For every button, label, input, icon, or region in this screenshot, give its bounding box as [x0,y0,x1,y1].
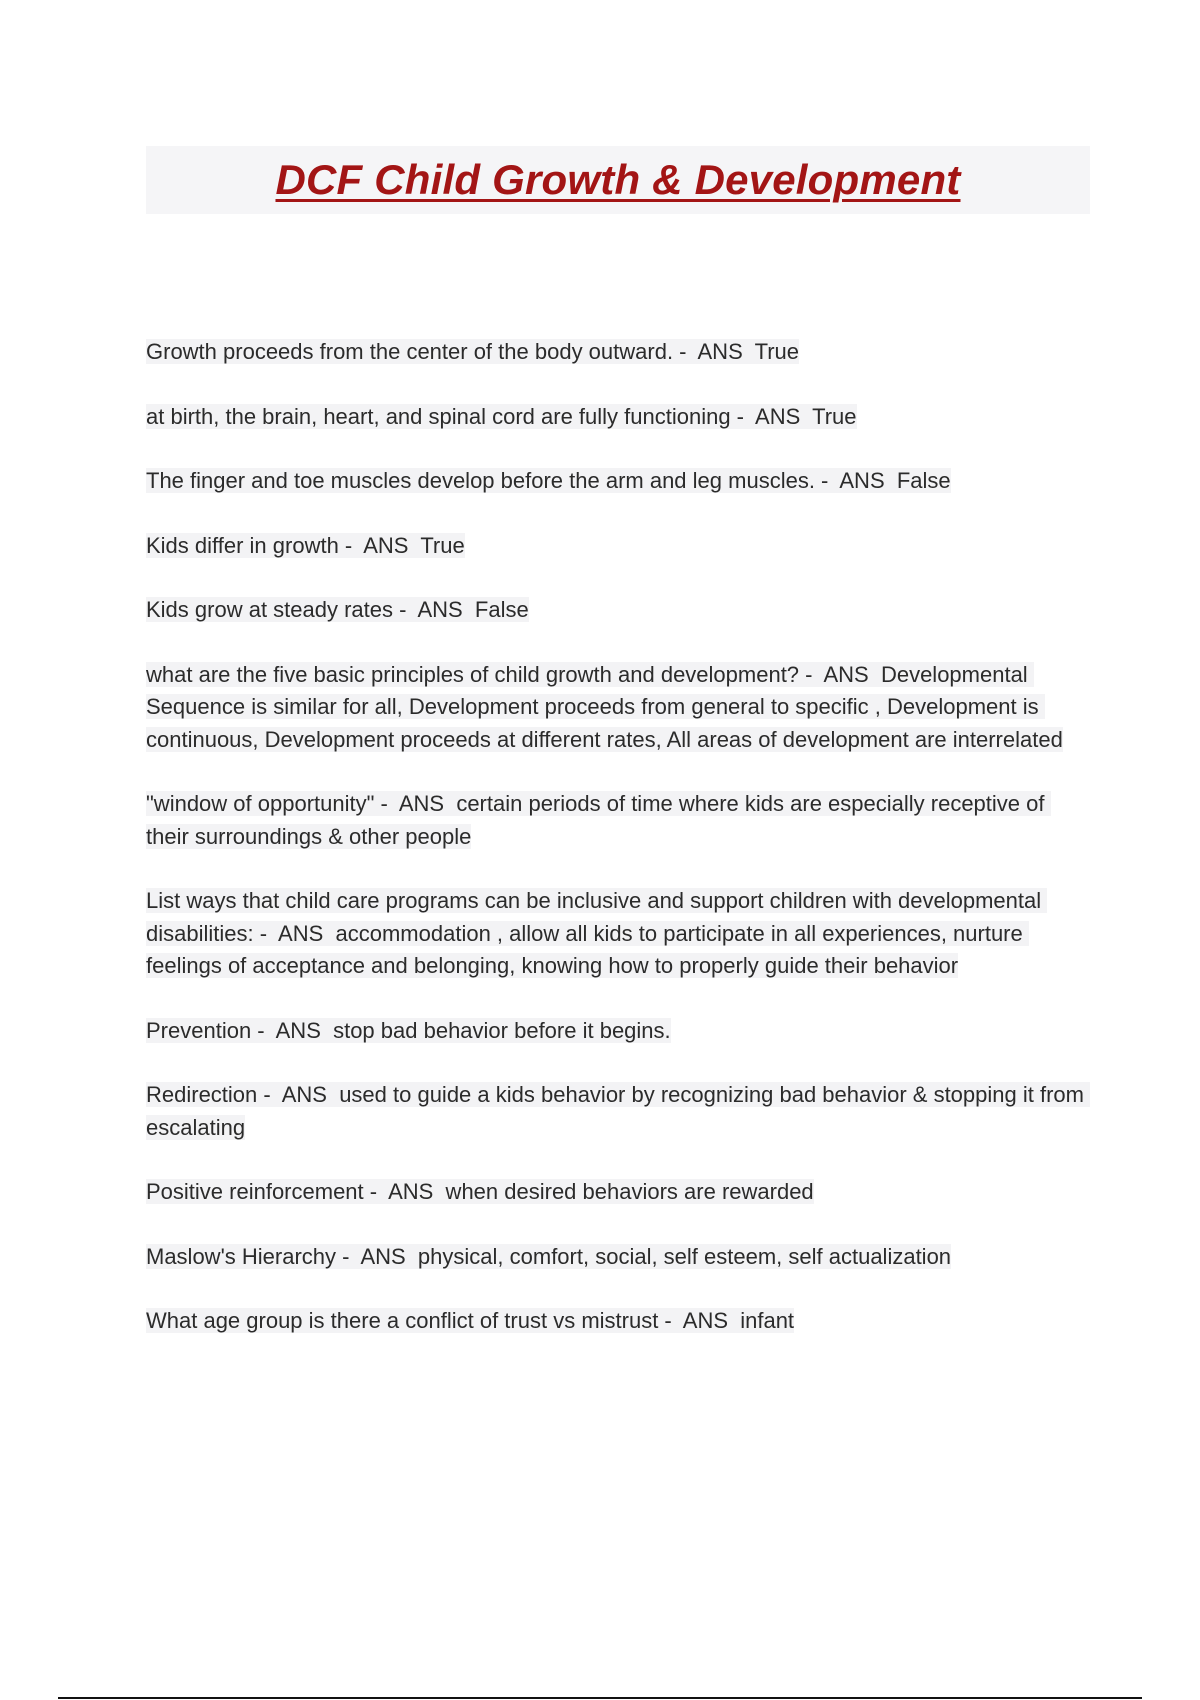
qa-text: The finger and toe muscles develop before the arm and leg muscles. - ANS False [146,468,951,493]
qa-text: What age group is there a conflict of trust vs mistrust - ANS infant [146,1308,795,1333]
qa-item [146,1079,1090,1144]
qa-text: "window of opportunity" - ANS certain periods of time where kids are especially receptive of their surroundings & other people [146,791,1051,849]
qa-item [146,1241,1090,1274]
qa-text: Kids differ in growth - ANS True [146,532,465,558]
qa-item [146,788,1090,853]
qa-text: at birth, the brain, heart, and spinal cord are fully functioning - ANS True [146,403,857,429]
qa-text: Redirection - ANS used to guide a kids behavior by recognizing bad behavior & stopping it from escalating [146,1082,1091,1140]
qa-item [146,885,1090,983]
qa-text: Growth proceeds from the center of the body outward. - ANS True [146,339,799,364]
qa-item [146,336,1090,369]
qa-item [146,1176,1090,1209]
qa-item [146,1015,1090,1048]
qa-item [146,659,1090,757]
qa-item [146,465,1090,498]
qa-item [146,401,1090,434]
qa-item [146,594,1090,627]
qa-text: Positive reinforcement - ANS when desired behaviors are rewarded [146,1179,814,1204]
document-title: DCF Child Growth & Development [275,156,961,203]
qa-item [146,530,1090,563]
qa-text: List ways that child care programs can be inclusive and support children with developmental disabilities: - ANS accommodation , allow all kids to participate in all experiences, nurture feelings of acceptance and belonging, knowing how to properly guide their behavior [146,888,1048,978]
qa-item [146,1305,1090,1338]
title-band [146,146,1090,214]
qa-text: what are the five basic principles of child growth and development? - ANS Developmental Sequence is similar for all, Development proceeds from general to specific , Development is continuous, Development proceeds at different rates, All areas of development are interrelated [146,661,1063,752]
qa-text: Prevention - ANS stop bad behavior before it begins. [146,1017,671,1043]
qa-list [146,336,1090,1370]
qa-text: Kids grow at steady rates - ANS False [146,597,529,622]
footer-divider [58,1697,1142,1699]
qa-text: Maslow's Hierarchy - ANS physical, comfort, social, self esteem, self actualization [146,1243,952,1269]
